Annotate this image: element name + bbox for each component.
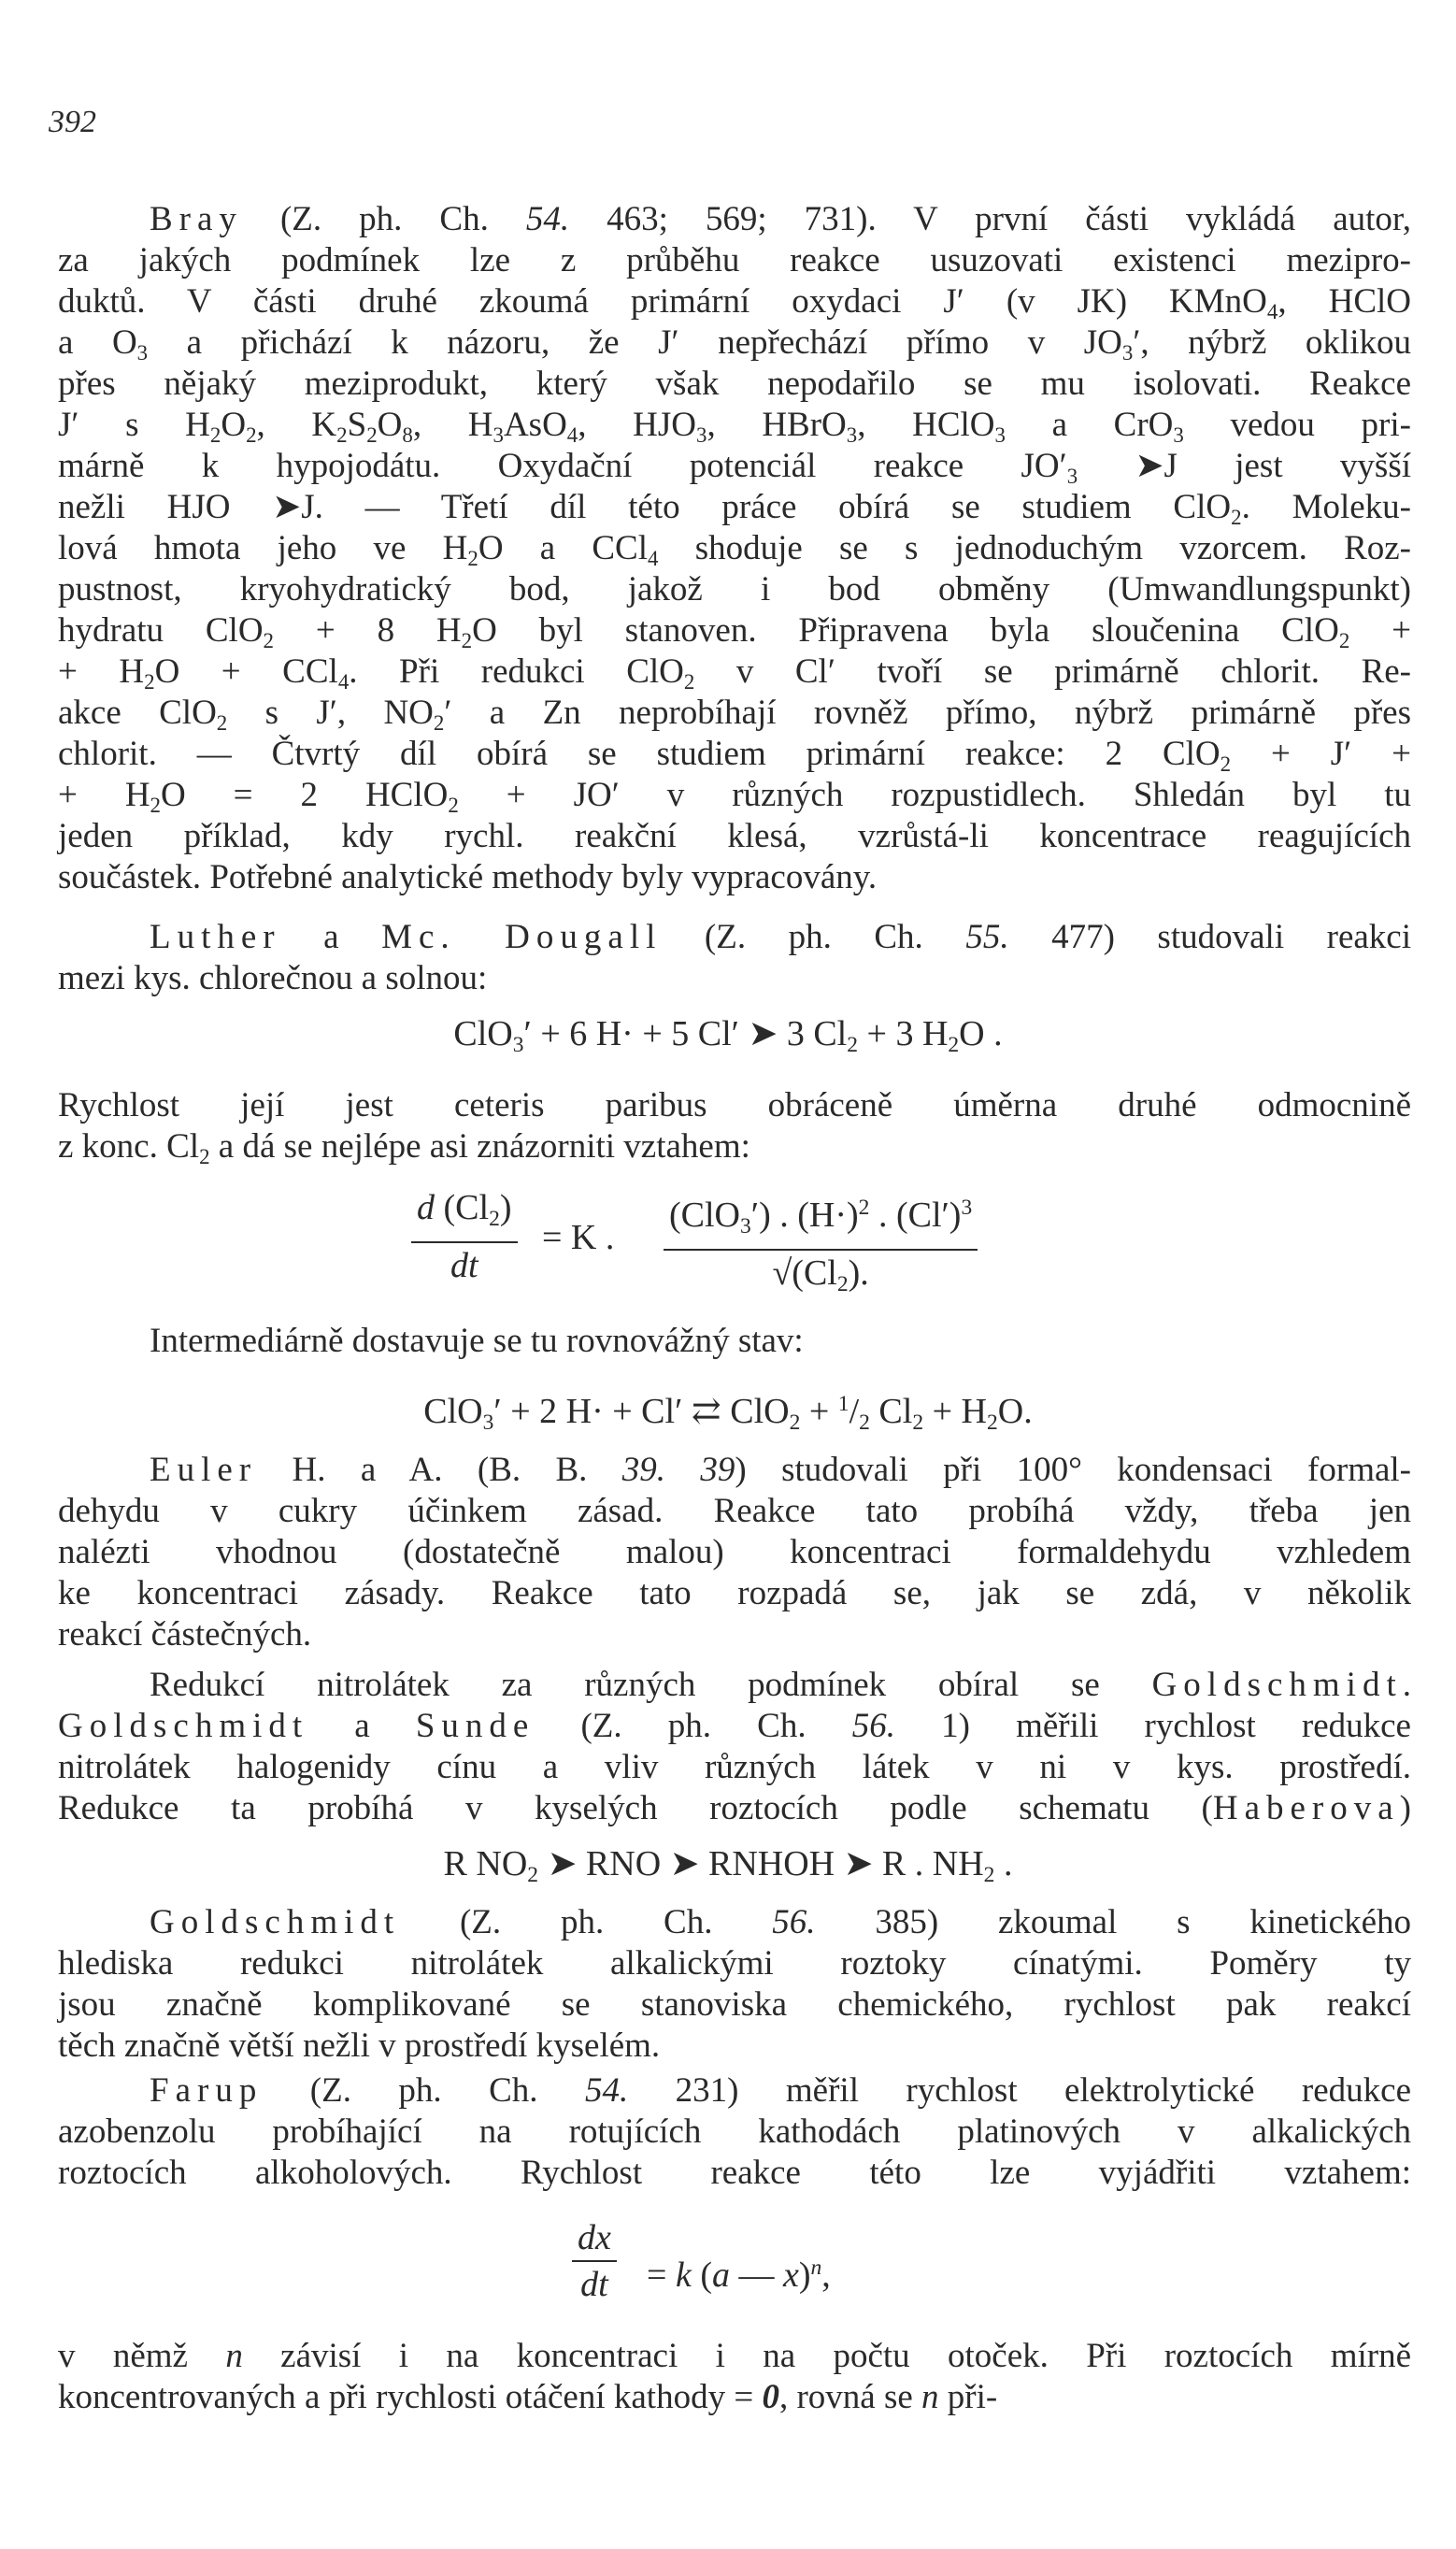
bray-line: pustnost, kryohydratický bod, jakož i bod obměny (Umwandlungspunkt): [58, 570, 1411, 609]
euler-line: reakcí částečných.: [58, 1615, 312, 1654]
rychlost-line: Rychlost její jest ceteris paribus obráceně úměrna druhé odmocnině: [58, 1086, 1411, 1124]
intermediate-line: Intermediárně dostavuje se tu rovnovážný stav:: [150, 1322, 804, 1360]
bray-line: a $O_3$ a přichází k názoru, že J′ nepřechází přímo v $JO_3'$, nýbrž oklikou: [58, 323, 1411, 365]
bray-line: márně k hypojodátu. Oxydační potenciál reakce $JO'_3$ ➤J jest vyšší: [58, 447, 1411, 488]
luther-line: mezi kys. chlorečnou a solnou:: [58, 959, 488, 997]
equation-equilibrium: ClO$_3$′ + 2 H· + Cl′ ⇄ $ClO_2 + ^1/_2$ $Cl_2 + H_2O$.: [423, 1391, 1033, 1436]
farup-line: azobenzolu probíhající na rotujících kathodách platinových v alkalických: [58, 2112, 1411, 2151]
bray-line: přes nějaký meziprodukt, který však nepodařilo se mu isolovati. Reakce: [58, 365, 1411, 403]
goldschmidt-line: Goldschmidt (Z. ph. Ch. 56. 385) zkoumal s kinetického: [150, 1903, 1411, 1941]
fraction-lhs-numerator: d $(Cl_2)$: [417, 1188, 512, 1232]
bray-line: chlorit. — Čtvrtý díl obírá se studiem primární reakce: 2 ClO$_2$ + J′ +: [58, 735, 1411, 776]
bray-line: hydratu ClO$_2$ + 8 $H_2O$ byl stanoven. Připravena byla sloučenina ClO$_2$ +: [58, 611, 1411, 652]
bray-line: jeden příklad, kdy rychl. reakční klesá, vzrůstá-li koncentrace reagujících: [58, 817, 1411, 855]
euler-line: dehydu v cukry účinkem zásad. Reakce tato probíhá vždy, třeba jen: [58, 1492, 1411, 1530]
rychlost-line: z konc. $Cl_2$ a dá se nejlépe asi znázorniti vztahem:: [58, 1127, 750, 1168]
redukci-line: Goldschmidt a Sunde (Z. ph. Ch. 56. 1) měřili rychlost redukce: [58, 1707, 1411, 1745]
fraction-dx-dt: [572, 2215, 617, 2307]
goldschmidt-line: jsou značně komplikované se stanoviska chemického, rychlost pak reakcí: [58, 1985, 1411, 2024]
fraction-rhs-numerator: (ClO$_3$′) . $(H\cdot)^2$ . $(Cl')^3$: [669, 1195, 973, 1239]
bray-line: akce ClO$_2$ s J′, $NO_2'$ a Zn neprobíhají rovněž přímo, nýbrž primárně přes: [58, 694, 1411, 735]
farup-rhs: = k (a — x)$^n$,: [647, 2255, 831, 2295]
fraction-rhs-denominator: $√(Cl_2)$.: [772, 1253, 869, 1297]
bray-line: J′ s $H_2O_2$, $K_2S_2O_8$, $H_3AsO_4$, $HJO_3$, HBrO$_3$, HClO$_3$ a CrO$_3$ vedou pri-: [58, 406, 1411, 447]
euler-line: ke koncentraci zásady. Reakce tato rozpadá se, jak se zdá, v několik: [58, 1574, 1411, 1612]
redukci-line: nitrolátek halogenidy cínu a vliv různých látek v ni v kys. prostředí.: [58, 1748, 1411, 1786]
equals-k: = K .: [542, 1218, 615, 1257]
equation-chlorate-reaction: ClO$_3$′ + 6 H· + 5 Cl′ ➤ 3 $Cl_2 + 3$ $H_2O$ .: [453, 1014, 1003, 1058]
bray-line: nežli HJO ➤J. — Třetí díl této práce obírá se studiem ClO$_2$. Moleku-: [58, 488, 1411, 529]
fraction-rhs: [664, 1185, 978, 1307]
fraction-lhs-denominator: dt: [450, 1246, 478, 1286]
redukci-line: Redukce ta probíhá v kyselých roztocích podle schematu (Haberova): [58, 1789, 1411, 1827]
bray-line: za jakých podmínek lze z průběhu reakce usuzovati existenci mezipro-: [58, 241, 1411, 279]
fraction-lhs: [411, 1185, 518, 1288]
goldschmidt-line: hlediska redukci nitrolátek alkalickými roztoky cínatými. Poměry ty: [58, 1944, 1411, 1983]
farup-line: roztocích alkoholových. Rychlost reakce této lze vyjádřiti vztahem:: [58, 2154, 1411, 2192]
page-number: 392: [49, 105, 96, 139]
equation-reduction-scheme: R $NO_2$ ➤ RNO ➤ RNHOH ➤ R . $NH_2$ .: [443, 1844, 1013, 1888]
farup-line: Farup (Z. ph. Ch. 54. 231) měřil rychlost elektrolytické redukce: [150, 2071, 1411, 2110]
bray-line: lová hmota jeho ve $H_2O$ a CCl$_4$ shoduje se s jednoduchým vzorcem. Roz-: [58, 529, 1412, 570]
euler-line: Euler H. a A. (B. B. 39. 39) studovali při 100° kondensaci formal-: [150, 1451, 1412, 1489]
fraction-dt: dt: [580, 2265, 608, 2304]
bray-line: + $H_2O = 2$ HClO$_2$ + JO′ v různých rozpustidlech. Shledán byl tu: [58, 776, 1411, 817]
bray-line: součástek. Potřebné analytické methody byly vypracovány.: [58, 858, 878, 896]
bray-line: + $H_2O + CCl_4$. Při redukci ClO$_2$ v Cl′ tvoří se primárně chlorit. Re-: [58, 652, 1411, 694]
euler-line: nalézti vhodnou (dostatečně malou) koncentraci formaldehydu vzhledem: [58, 1533, 1411, 1571]
final-line: v němž n závisí i na koncentraci i na počtu otoček. Při roztocích mírně: [58, 2337, 1412, 2375]
final-line: koncentrovaných a při rychlosti otáčení kathody = 0, rovná se n při-: [58, 2378, 998, 2416]
bray-line: duktů. V části druhé zkoumá primární oxydaci J′ (v JK) KMnO$_4$, HClO: [58, 282, 1411, 323]
fraction-dx: dx: [578, 2218, 611, 2257]
goldschmidt-line: těch značně větší nežli v prostředí kyselém.: [58, 2026, 661, 2065]
redukci-line: Redukcí nitrolátek za různých podmínek obíral se Goldschmidt.: [150, 1666, 1411, 1704]
bray-line: Bray (Z. ph. Ch. 54. 463; 569; 731). V první části vykládá autor,: [150, 200, 1411, 238]
luther-line: Luther a Mc. Dougall (Z. ph. Ch. 55. 477) studovali reakci: [150, 918, 1411, 956]
